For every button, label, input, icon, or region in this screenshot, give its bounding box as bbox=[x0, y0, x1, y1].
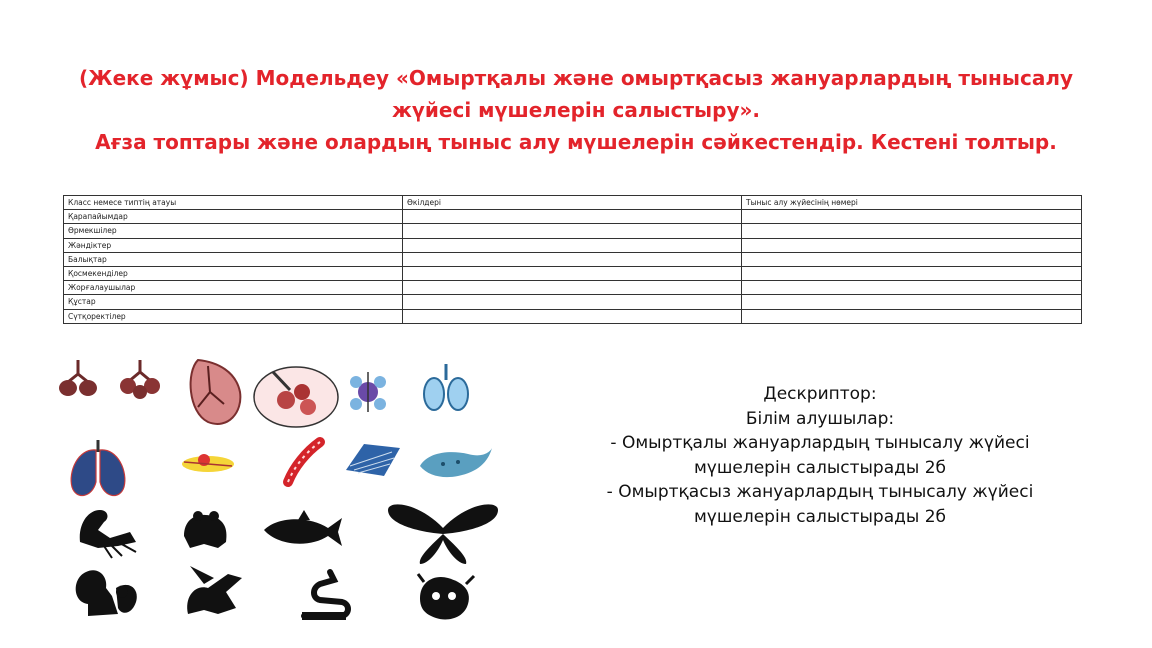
title-line-1: (Жеке жұмыс) Модельдеу «Омыртқалы және омыртқасыз жануарлардың тынысалу bbox=[78, 66, 1073, 90]
system-number-cell[interactable] bbox=[742, 266, 1082, 280]
tracheae-icon bbox=[288, 442, 320, 482]
class-cell: Қарапайымдар bbox=[64, 210, 403, 224]
insect-trachea-icon bbox=[182, 454, 234, 472]
table-row bbox=[64, 266, 1082, 280]
system-number-cell[interactable] bbox=[742, 309, 1082, 323]
header-system-number: Тыныс алу жүйесінің нөмері bbox=[742, 196, 1082, 210]
system-number-cell[interactable] bbox=[742, 210, 1082, 224]
representatives-cell[interactable] bbox=[403, 281, 742, 295]
descriptor-criterion-1: - Омыртқалы жануарлардың тынысалу жүйесі bbox=[610, 433, 1030, 453]
gill-icon bbox=[420, 448, 492, 477]
system-number-cell[interactable] bbox=[742, 252, 1082, 266]
system-number-cell[interactable] bbox=[742, 224, 1082, 238]
class-cell: Құстар bbox=[64, 295, 403, 309]
organ-and-animal-gallery bbox=[58, 352, 498, 637]
gills-icon bbox=[346, 444, 400, 476]
table-row bbox=[64, 309, 1082, 323]
representatives-cell[interactable] bbox=[403, 210, 742, 224]
descriptor-criterion-1-cont: мүшелерін салыстырады 2б bbox=[693, 457, 947, 478]
lung-icon bbox=[191, 360, 241, 424]
table-row bbox=[64, 210, 1082, 224]
system-number-cell[interactable] bbox=[742, 238, 1082, 252]
frog-icon bbox=[184, 511, 226, 548]
butterfly-icon bbox=[388, 504, 498, 564]
bronchi-icon bbox=[120, 360, 160, 399]
descriptor-criterion-2-cont: мүшелерін салыстырады 2б bbox=[693, 506, 947, 527]
class-cell: Өрмекшілер bbox=[64, 224, 403, 238]
representatives-cell[interactable] bbox=[403, 224, 742, 238]
class-cell: Сүтқоректілер bbox=[64, 309, 403, 323]
table-header-row bbox=[64, 196, 1082, 210]
amoeba-icon bbox=[418, 574, 474, 619]
snake-icon bbox=[302, 572, 348, 620]
class-cell: Балықтар bbox=[64, 252, 403, 266]
header-representatives: Өкілдері bbox=[403, 196, 742, 210]
representatives-cell[interactable] bbox=[403, 295, 742, 309]
descriptor-heading: Дескриптор: bbox=[763, 384, 877, 404]
title-line-2: жүйесі мүшелерін салыстыру». bbox=[391, 98, 761, 122]
representatives-cell[interactable] bbox=[403, 238, 742, 252]
matching-table bbox=[63, 195, 1082, 324]
page-title bbox=[20, 62, 1132, 158]
class-cell: Жәндіктер bbox=[64, 238, 403, 252]
representatives-cell[interactable] bbox=[403, 252, 742, 266]
trachea-icon bbox=[350, 372, 386, 412]
squirrel-icon bbox=[76, 570, 137, 616]
bird-icon bbox=[187, 566, 242, 614]
lungs-icon bbox=[71, 440, 125, 496]
table-row bbox=[64, 252, 1082, 266]
representatives-cell[interactable] bbox=[403, 266, 742, 280]
title-line-3: Ағза топтары және олардың тыныс алу мүшелерін сәйкестендір. Кестені толтыр. bbox=[95, 130, 1057, 154]
class-cell: Жорғалаушылар bbox=[64, 281, 403, 295]
table-row bbox=[64, 295, 1082, 309]
descriptor-block bbox=[570, 382, 1070, 529]
descriptor-criterion-2: - Омыртқасыз жануарлардың тынысалу жүйесі bbox=[606, 482, 1034, 502]
fish-icon bbox=[264, 510, 342, 546]
descriptor-subheading: Білім алушылар: bbox=[745, 408, 895, 429]
scorpion-icon bbox=[80, 510, 136, 558]
representatives-cell[interactable] bbox=[403, 309, 742, 323]
system-number-cell[interactable] bbox=[742, 281, 1082, 295]
bronchi-icon bbox=[59, 360, 97, 396]
table-row bbox=[64, 281, 1082, 295]
table-row bbox=[64, 224, 1082, 238]
alveoli-icon bbox=[254, 367, 338, 427]
table-row bbox=[64, 238, 1082, 252]
lungs-icon bbox=[424, 364, 468, 410]
system-number-cell[interactable] bbox=[742, 295, 1082, 309]
class-cell: Қосмекенділер bbox=[64, 266, 403, 280]
header-class: Класс немесе типтің атауы bbox=[64, 196, 403, 210]
